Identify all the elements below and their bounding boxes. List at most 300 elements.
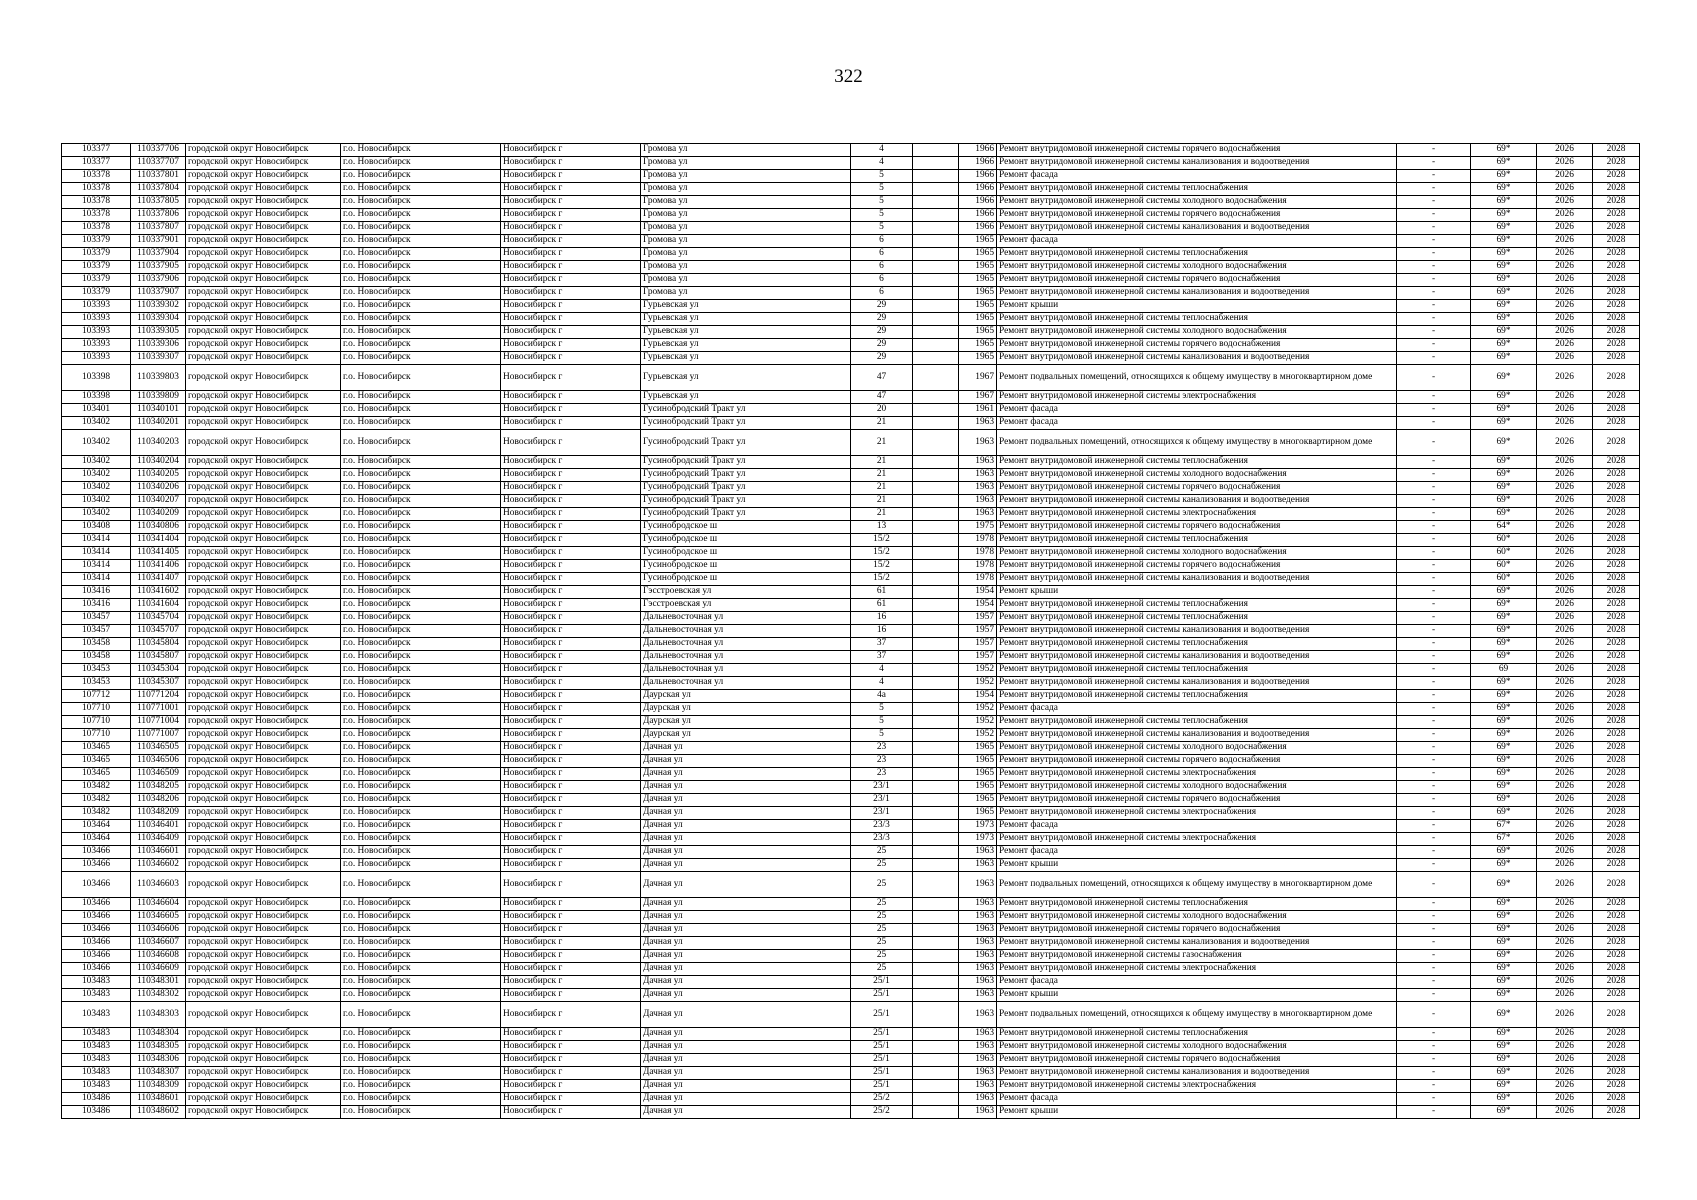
blank-cell	[913, 560, 959, 573]
municipality-cell: г.о. Новосибирск	[341, 716, 501, 729]
city-cell: Новосибирск г	[501, 1028, 641, 1041]
wear-cell: 69*	[1471, 482, 1537, 495]
municipality-cell: г.о. Новосибирск	[341, 287, 501, 300]
end-year-cell: 2028	[1593, 170, 1640, 183]
blank-cell	[913, 872, 959, 898]
end-year-cell: 2028	[1593, 1041, 1640, 1054]
dash-cell: -	[1397, 183, 1471, 196]
work-type-cell: Ремонт внутридомовой инженерной системы канализования и водоотведения	[997, 495, 1397, 508]
build-year-cell: 1963	[959, 872, 997, 898]
build-year-cell: 1965	[959, 248, 997, 261]
build-year-cell: 1966	[959, 157, 997, 170]
build-year-cell: 1963	[959, 846, 997, 859]
table-row	[62, 898, 1640, 911]
city-cell: Новосибирск г	[501, 235, 641, 248]
end-year-cell: 2028	[1593, 508, 1640, 521]
dash-cell: -	[1397, 716, 1471, 729]
start-year-cell: 2026	[1537, 287, 1593, 300]
page-number: 322	[834, 66, 863, 87]
street-cell: Гусинобродское ш	[641, 521, 851, 534]
blank-cell	[913, 794, 959, 807]
street-cell: Дальневосточная ул	[641, 677, 851, 690]
end-year-cell: 2028	[1593, 599, 1640, 612]
work-type-cell: Ремонт внутридомовой инженерной системы теплоснабжения	[997, 248, 1397, 261]
house-id-cell: 103466	[62, 846, 131, 859]
start-year-cell: 2026	[1537, 352, 1593, 365]
house-number-cell: 5	[851, 729, 913, 742]
house-number-cell: 23/1	[851, 781, 913, 794]
district-cell: городской округ Новосибирск	[186, 521, 341, 534]
wear-cell: 67*	[1471, 833, 1537, 846]
end-year-cell: 2028	[1593, 937, 1640, 950]
build-year-cell: 1963	[959, 950, 997, 963]
build-year-cell: 1965	[959, 274, 997, 287]
district-cell: городской округ Новосибирск	[186, 547, 341, 560]
wear-cell: 69*	[1471, 1041, 1537, 1054]
blank-cell	[913, 859, 959, 872]
work-code-cell: 110348305	[131, 1041, 186, 1054]
table-row	[62, 521, 1640, 534]
build-year-cell: 1963	[959, 469, 997, 482]
wear-cell: 69*	[1471, 898, 1537, 911]
work-type-cell: Ремонт фасада	[997, 820, 1397, 833]
work-type-cell: Ремонт внутридомовой инженерной системы канализования и водоотведения	[997, 157, 1397, 170]
work-code-cell: 110348309	[131, 1080, 186, 1093]
blank-cell	[913, 599, 959, 612]
dash-cell: -	[1397, 248, 1471, 261]
city-cell: Новосибирск г	[501, 989, 641, 1002]
work-code-cell: 110340806	[131, 521, 186, 534]
city-cell: Новосибирск г	[501, 664, 641, 677]
start-year-cell: 2026	[1537, 781, 1593, 794]
work-code-cell: 110346506	[131, 755, 186, 768]
dash-cell: -	[1397, 430, 1471, 456]
work-type-cell: Ремонт внутридомовой инженерной системы холодного водоснабжения	[997, 196, 1397, 209]
municipality-cell: г.о. Новосибирск	[341, 495, 501, 508]
city-cell: Новосибирск г	[501, 911, 641, 924]
street-cell: Дачная ул	[641, 963, 851, 976]
house-number-cell: 29	[851, 352, 913, 365]
house-id-cell: 107710	[62, 716, 131, 729]
wear-cell: 69*	[1471, 1028, 1537, 1041]
work-type-cell: Ремонт внутридомовой инженерной системы теплоснабжения	[997, 183, 1397, 196]
house-id-cell: 103458	[62, 651, 131, 664]
dash-cell: -	[1397, 859, 1471, 872]
work-code-cell: 110346602	[131, 859, 186, 872]
house-number-cell: 23/1	[851, 807, 913, 820]
table-row	[62, 313, 1640, 326]
work-type-cell: Ремонт внутридомовой инженерной системы теплоснабжения	[997, 1028, 1397, 1041]
house-id-cell: 103486	[62, 1093, 131, 1106]
end-year-cell: 2028	[1593, 248, 1640, 261]
work-type-cell: Ремонт внутридомовой инженерной системы холодного водоснабжения	[997, 547, 1397, 560]
build-year-cell: 1963	[959, 1041, 997, 1054]
street-cell: Громова ул	[641, 222, 851, 235]
district-cell: городской округ Новосибирск	[186, 573, 341, 586]
wear-cell: 69*	[1471, 274, 1537, 287]
house-id-cell: 103416	[62, 599, 131, 612]
start-year-cell: 2026	[1537, 599, 1593, 612]
wear-cell: 69*	[1471, 859, 1537, 872]
work-type-cell: Ремонт внутридомовой инженерной системы канализования и водоотведения	[997, 937, 1397, 950]
municipality-cell: г.о. Новосибирск	[341, 807, 501, 820]
blank-cell	[913, 261, 959, 274]
city-cell: Новосибирск г	[501, 638, 641, 651]
house-number-cell: 25	[851, 846, 913, 859]
start-year-cell: 2026	[1537, 729, 1593, 742]
blank-cell	[913, 157, 959, 170]
wear-cell: 69*	[1471, 326, 1537, 339]
end-year-cell: 2028	[1593, 209, 1640, 222]
house-number-cell: 5	[851, 170, 913, 183]
dash-cell: -	[1397, 703, 1471, 716]
city-cell: Новосибирск г	[501, 157, 641, 170]
build-year-cell: 1963	[959, 963, 997, 976]
municipality-cell: г.о. Новосибирск	[341, 157, 501, 170]
table-row	[62, 209, 1640, 222]
municipality-cell: г.о. Новосибирск	[341, 846, 501, 859]
table-row	[62, 846, 1640, 859]
start-year-cell: 2026	[1537, 1054, 1593, 1067]
district-cell: городской округ Новосибирск	[186, 248, 341, 261]
start-year-cell: 2026	[1537, 703, 1593, 716]
wear-cell: 69*	[1471, 170, 1537, 183]
work-type-cell: Ремонт фасада	[997, 1093, 1397, 1106]
build-year-cell: 1963	[959, 898, 997, 911]
wear-cell: 69*	[1471, 742, 1537, 755]
table-row	[62, 222, 1640, 235]
street-cell: Даурская ул	[641, 729, 851, 742]
municipality-cell: г.о. Новосибирск	[341, 521, 501, 534]
street-cell: Дальневосточная ул	[641, 638, 851, 651]
dash-cell: -	[1397, 521, 1471, 534]
work-type-cell: Ремонт крыши	[997, 300, 1397, 313]
work-code-cell: 110337904	[131, 248, 186, 261]
street-cell: Громова ул	[641, 157, 851, 170]
end-year-cell: 2028	[1593, 820, 1640, 833]
build-year-cell: 1965	[959, 742, 997, 755]
work-type-cell: Ремонт внутридомовой инженерной системы теплоснабжения	[997, 716, 1397, 729]
city-cell: Новосибирск г	[501, 287, 641, 300]
street-cell: Гурьевская ул	[641, 391, 851, 404]
blank-cell	[913, 365, 959, 391]
build-year-cell: 1954	[959, 586, 997, 599]
street-cell: Гурьевская ул	[641, 365, 851, 391]
house-id-cell: 103466	[62, 950, 131, 963]
build-year-cell: 1963	[959, 508, 997, 521]
work-code-cell: 110348306	[131, 1054, 186, 1067]
street-cell: Гусинобродское ш	[641, 573, 851, 586]
city-cell: Новосибирск г	[501, 1041, 641, 1054]
work-code-cell: 110771007	[131, 729, 186, 742]
house-number-cell: 13	[851, 521, 913, 534]
street-cell: Дачная ул	[641, 989, 851, 1002]
wear-cell: 69*	[1471, 222, 1537, 235]
wear-cell: 69*	[1471, 1080, 1537, 1093]
blank-cell	[913, 430, 959, 456]
build-year-cell: 1973	[959, 820, 997, 833]
district-cell: городской округ Новосибирск	[186, 495, 341, 508]
work-code-cell: 110346603	[131, 872, 186, 898]
work-type-cell: Ремонт внутридомовой инженерной системы канализования и водоотведения	[997, 287, 1397, 300]
start-year-cell: 2026	[1537, 664, 1593, 677]
house-id-cell: 103466	[62, 937, 131, 950]
street-cell: Дачная ул	[641, 1080, 851, 1093]
wear-cell: 69*	[1471, 430, 1537, 456]
end-year-cell: 2028	[1593, 690, 1640, 703]
wear-cell: 69*	[1471, 716, 1537, 729]
work-code-cell: 110348301	[131, 976, 186, 989]
build-year-cell: 1965	[959, 807, 997, 820]
table-row	[62, 248, 1640, 261]
work-type-cell: Ремонт подвальных помещений, относящихся к общему имуществу в многоквартирном доме	[997, 872, 1397, 898]
build-year-cell: 1963	[959, 1067, 997, 1080]
table-row	[62, 664, 1640, 677]
street-cell: Дальневосточная ул	[641, 664, 851, 677]
blank-cell	[913, 534, 959, 547]
house-id-cell: 103414	[62, 573, 131, 586]
work-code-cell: 110346607	[131, 937, 186, 950]
start-year-cell: 2026	[1537, 911, 1593, 924]
municipality-cell: г.о. Новосибирск	[341, 1067, 501, 1080]
municipality-cell: г.о. Новосибирск	[341, 911, 501, 924]
wear-cell: 69*	[1471, 365, 1537, 391]
table-row	[62, 625, 1640, 638]
house-id-cell: 103402	[62, 456, 131, 469]
table-row	[62, 612, 1640, 625]
house-number-cell: 5	[851, 703, 913, 716]
house-number-cell: 23	[851, 755, 913, 768]
city-cell: Новосибирск г	[501, 560, 641, 573]
house-id-cell: 103402	[62, 430, 131, 456]
street-cell: Громова ул	[641, 261, 851, 274]
district-cell: городской округ Новосибирск	[186, 833, 341, 846]
dash-cell: -	[1397, 1054, 1471, 1067]
work-type-cell: Ремонт внутридомовой инженерной системы теплоснабжения	[997, 313, 1397, 326]
dash-cell: -	[1397, 365, 1471, 391]
blank-cell	[913, 820, 959, 833]
street-cell: Дачная ул	[641, 1093, 851, 1106]
end-year-cell: 2028	[1593, 1054, 1640, 1067]
street-cell: Гусинобродский Тракт ул	[641, 495, 851, 508]
district-cell: городской округ Новосибирск	[186, 768, 341, 781]
work-type-cell: Ремонт внутридомовой инженерной системы горячего водоснабжения	[997, 924, 1397, 937]
end-year-cell: 2028	[1593, 846, 1640, 859]
municipality-cell: г.о. Новосибирск	[341, 677, 501, 690]
house-id-cell: 103402	[62, 508, 131, 521]
work-type-cell: Ремонт подвальных помещений, относящихся к общему имуществу в многоквартирном доме	[997, 430, 1397, 456]
district-cell: городской округ Новосибирск	[186, 976, 341, 989]
work-type-cell: Ремонт внутридомовой инженерной системы электроснабжения	[997, 807, 1397, 820]
start-year-cell: 2026	[1537, 560, 1593, 573]
house-number-cell: 29	[851, 326, 913, 339]
dash-cell: -	[1397, 898, 1471, 911]
blank-cell	[913, 937, 959, 950]
dash-cell: -	[1397, 937, 1471, 950]
blank-cell	[913, 287, 959, 300]
work-code-cell: 110341407	[131, 573, 186, 586]
end-year-cell: 2028	[1593, 313, 1640, 326]
blank-cell	[913, 274, 959, 287]
blank-cell	[913, 989, 959, 1002]
street-cell: Дачная ул	[641, 911, 851, 924]
city-cell: Новосибирск г	[501, 300, 641, 313]
house-id-cell: 103401	[62, 404, 131, 417]
wear-cell: 69*	[1471, 872, 1537, 898]
start-year-cell: 2026	[1537, 326, 1593, 339]
blank-cell	[913, 300, 959, 313]
dash-cell: -	[1397, 768, 1471, 781]
start-year-cell: 2026	[1537, 313, 1593, 326]
city-cell: Новосибирск г	[501, 963, 641, 976]
end-year-cell: 2028	[1593, 274, 1640, 287]
table-row	[62, 417, 1640, 430]
blank-cell	[913, 1093, 959, 1106]
work-type-cell: Ремонт внутридомовой инженерной системы горячего водоснабжения	[997, 482, 1397, 495]
street-cell: Дачная ул	[641, 950, 851, 963]
build-year-cell: 1966	[959, 196, 997, 209]
district-cell: городской округ Новосибирск	[186, 1106, 341, 1119]
district-cell: городской округ Новосибирск	[186, 456, 341, 469]
house-id-cell: 103466	[62, 859, 131, 872]
work-code-cell: 110771204	[131, 690, 186, 703]
work-code-cell: 110346609	[131, 963, 186, 976]
work-type-cell: Ремонт фасада	[997, 235, 1397, 248]
work-code-cell: 110339307	[131, 352, 186, 365]
municipality-cell: г.о. Новосибирск	[341, 339, 501, 352]
municipality-cell: г.о. Новосибирск	[341, 898, 501, 911]
city-cell: Новосибирск г	[501, 339, 641, 352]
work-type-cell: Ремонт внутридомовой инженерной системы горячего водоснабжения	[997, 755, 1397, 768]
district-cell: городской округ Новосибирск	[186, 235, 341, 248]
table-row	[62, 430, 1640, 456]
dash-cell: -	[1397, 1093, 1471, 1106]
start-year-cell: 2026	[1537, 482, 1593, 495]
dash-cell: -	[1397, 963, 1471, 976]
wear-cell: 69*	[1471, 196, 1537, 209]
end-year-cell: 2028	[1593, 833, 1640, 846]
house-number-cell: 25	[851, 963, 913, 976]
end-year-cell: 2028	[1593, 950, 1640, 963]
street-cell: Громова ул	[641, 235, 851, 248]
house-number-cell: 21	[851, 508, 913, 521]
end-year-cell: 2028	[1593, 859, 1640, 872]
dash-cell: -	[1397, 781, 1471, 794]
dash-cell: -	[1397, 846, 1471, 859]
end-year-cell: 2028	[1593, 742, 1640, 755]
start-year-cell: 2026	[1537, 989, 1593, 1002]
build-year-cell: 1965	[959, 794, 997, 807]
city-cell: Новосибирск г	[501, 469, 641, 482]
wear-cell: 67*	[1471, 820, 1537, 833]
work-type-cell: Ремонт внутридомовой инженерной системы электроснабжения	[997, 1080, 1397, 1093]
wear-cell: 69*	[1471, 287, 1537, 300]
start-year-cell: 2026	[1537, 1093, 1593, 1106]
start-year-cell: 2026	[1537, 1041, 1593, 1054]
city-cell: Новосибирск г	[501, 846, 641, 859]
street-cell: Гусинобродский Тракт ул	[641, 430, 851, 456]
work-code-cell: 110345804	[131, 638, 186, 651]
start-year-cell: 2026	[1537, 833, 1593, 846]
work-type-cell: Ремонт внутридомовой инженерной системы электроснабжения	[997, 391, 1397, 404]
table-row	[62, 456, 1640, 469]
blank-cell	[913, 313, 959, 326]
work-code-cell: 110348303	[131, 1002, 186, 1028]
municipality-cell: г.о. Новосибирск	[341, 261, 501, 274]
house-id-cell: 107710	[62, 729, 131, 742]
blank-cell	[913, 651, 959, 664]
street-cell: Громова ул	[641, 183, 851, 196]
blank-cell	[913, 521, 959, 534]
table-row	[62, 586, 1640, 599]
blank-cell	[913, 573, 959, 586]
table-row	[62, 807, 1640, 820]
wear-cell: 60*	[1471, 534, 1537, 547]
work-type-cell: Ремонт внутридомовой инженерной системы горячего водоснабжения	[997, 1054, 1397, 1067]
blank-cell	[913, 664, 959, 677]
street-cell: Дачная ул	[641, 794, 851, 807]
street-cell: Гусинобродский Тракт ул	[641, 482, 851, 495]
start-year-cell: 2026	[1537, 807, 1593, 820]
wear-cell: 69*	[1471, 807, 1537, 820]
end-year-cell: 2028	[1593, 560, 1640, 573]
build-year-cell: 1978	[959, 547, 997, 560]
blank-cell	[913, 586, 959, 599]
city-cell: Новосибирск г	[501, 1106, 641, 1119]
work-type-cell: Ремонт крыши	[997, 859, 1397, 872]
district-cell: городской округ Новосибирск	[186, 625, 341, 638]
city-cell: Новосибирск г	[501, 729, 641, 742]
work-type-cell: Ремонт внутридомовой инженерной системы горячего водоснабжения	[997, 521, 1397, 534]
work-code-cell: 110346401	[131, 820, 186, 833]
work-code-cell: 110340201	[131, 417, 186, 430]
start-year-cell: 2026	[1537, 1106, 1593, 1119]
build-year-cell: 1965	[959, 287, 997, 300]
table-row	[62, 547, 1640, 560]
start-year-cell: 2026	[1537, 755, 1593, 768]
work-type-cell: Ремонт внутридомовой инженерной системы теплоснабжения	[997, 534, 1397, 547]
district-cell: городской округ Новосибирск	[186, 820, 341, 833]
build-year-cell: 1963	[959, 911, 997, 924]
table-row	[62, 599, 1640, 612]
street-cell: Даурская ул	[641, 703, 851, 716]
end-year-cell: 2028	[1593, 794, 1640, 807]
work-code-cell: 110340206	[131, 482, 186, 495]
dash-cell: -	[1397, 1041, 1471, 1054]
district-cell: городской округ Новосибирск	[186, 651, 341, 664]
end-year-cell: 2028	[1593, 1080, 1640, 1093]
start-year-cell: 2026	[1537, 638, 1593, 651]
work-type-cell: Ремонт внутридомовой инженерной системы холодного водоснабжения	[997, 742, 1397, 755]
build-year-cell: 1952	[959, 677, 997, 690]
municipality-cell: г.о. Новосибирск	[341, 703, 501, 716]
work-code-cell: 110341405	[131, 547, 186, 560]
start-year-cell: 2026	[1537, 872, 1593, 898]
house-number-cell: 5	[851, 196, 913, 209]
wear-cell: 69*	[1471, 1106, 1537, 1119]
municipality-cell: г.о. Новосибирск	[341, 872, 501, 898]
dash-cell: -	[1397, 950, 1471, 963]
build-year-cell: 1957	[959, 638, 997, 651]
table-row	[62, 287, 1640, 300]
house-id-cell: 103398	[62, 365, 131, 391]
district-cell: городской округ Новосибирск	[186, 729, 341, 742]
city-cell: Новосибирск г	[501, 1054, 641, 1067]
build-year-cell: 1963	[959, 1054, 997, 1067]
work-code-cell: 110337905	[131, 261, 186, 274]
table-row	[62, 703, 1640, 716]
blank-cell	[913, 469, 959, 482]
